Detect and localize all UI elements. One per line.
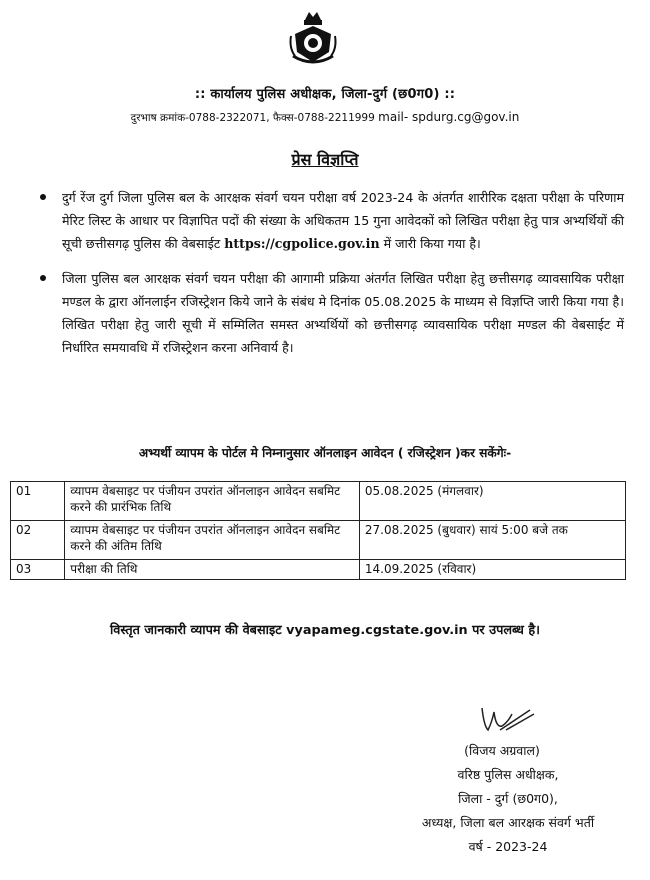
page-title: प्रेस विज्ञप्ति [291,150,359,169]
office-title: :: कार्यालय पुलिस अधीक्षक, जिला-दुर्ग (छ0ग0) :: [194,87,456,102]
signature-icon [472,700,542,736]
table-row [11,560,626,580]
signatory-role: अध्यक्ष, जिला बल आरक्षक संवर्ग भर्ती [421,815,595,830]
signatory-name: (विजय अग्रवाल) [464,743,540,758]
table-row [11,482,626,521]
signatory-designation: वरिष्ठ पुलिस अधीक्षक, [457,767,559,782]
notice-point-2 [30,267,624,359]
contact-phone-fax: दुरभाष क्रमांक-0788-2322071, फैक्स-0788-2211999 [130,112,375,124]
row-number: 01 [11,482,65,521]
contact-mail: mail- spdurg.cg@gov.in [378,110,520,124]
bullet-icon [40,194,46,200]
signatory-block [388,739,628,859]
website-info: विस्तृत जानकारी व्यापम की वेबसाइट vyapameg.cgstate.gov.in पर उपलब्ध है। [109,623,541,638]
row-event: व्यापम वेबसाइट पर पंजीयन उपरांत ऑनलाइन आवेदन सबमिट करने की अंतिम तिथि [65,521,360,560]
row-event: परीक्षा की तिथि [65,560,360,580]
row-number: 03 [11,560,65,580]
point-2-text: जिला पुलिस बल आरक्षक संवर्ग चयन परीक्षा की आगामी प्रक्रिया अंतर्गत लिखित परीक्षा हेतु छत्तीसगढ़ व्यावसायिक परीक्षा मण्डल के द्वारा ऑनलाईन रजिस्ट्रेशन किये जाने के संबंध मे दिनांक 05.08.2025 के माध्यम से विज्ञप्ति जारी किया गया है। लिखित परीक्षा हेतु जारी सूची में सम्मिलित समस्त अभ्यर्थियों को छत्तीसगढ़ व्यावसायिक परीक्षा मण्डल की वेबसाईट में निर्धारित समयावधि में रजिस्ट्रेशन करना अनिवार्य है। [62,271,624,355]
cgpolice-link[interactable]: https://cgpolice.gov.in [224,236,380,251]
point-1-end: में जारी किया गया है। [379,236,481,251]
apply-instruction: अभ्यर्थी व्यापम के पोर्टल मे निम्नानुसार ऑनलाइन आवेदन ( रजिस्ट्रेशन )कर सकेंगेः- [138,446,512,460]
row-date: 05.08.2025 (मंगलवार) [359,482,625,521]
signatory-district: जिला - दुर्ग (छ0ग0), [458,791,558,806]
row-date: 14.09.2025 (रविवार) [359,560,625,580]
contact-line [0,110,650,125]
table-row [11,521,626,560]
row-number: 02 [11,521,65,560]
point-1-text: दुर्ग रेंज दुर्ग जिला पुलिस बल के आरक्षक संवर्ग चयन परीक्षा वर्ष 2023-24 के अंतर्गत शारीरिक दक्षता परीक्षा के परिणाम मेरिट लिस्ट के आधार पर विज्ञापित पदों की संख्या के अधिकतम 15 गुना आवेदकों को लिखित परीक्षा हेतु पात्र अभ्यर्थियों की सूची छत्तीसगढ़ पुलिस की वेबसाईट [62,190,624,251]
notice-point-1 [30,186,624,255]
notice-points [30,186,624,371]
row-event: व्यापम वेबसाइट पर पंजीयन उपरांत ऑनलाइन आवेदन सबमिट करने की प्रारंभिक तिथि [65,482,360,521]
bullet-icon [40,275,46,281]
signatory-year: वर्ष - 2023-24 [468,839,548,854]
row-date: 27.08.2025 (बुधवार) सायं 5:00 बजे तक [359,521,625,560]
police-emblem-icon [287,6,339,68]
schedule-table [10,481,626,580]
